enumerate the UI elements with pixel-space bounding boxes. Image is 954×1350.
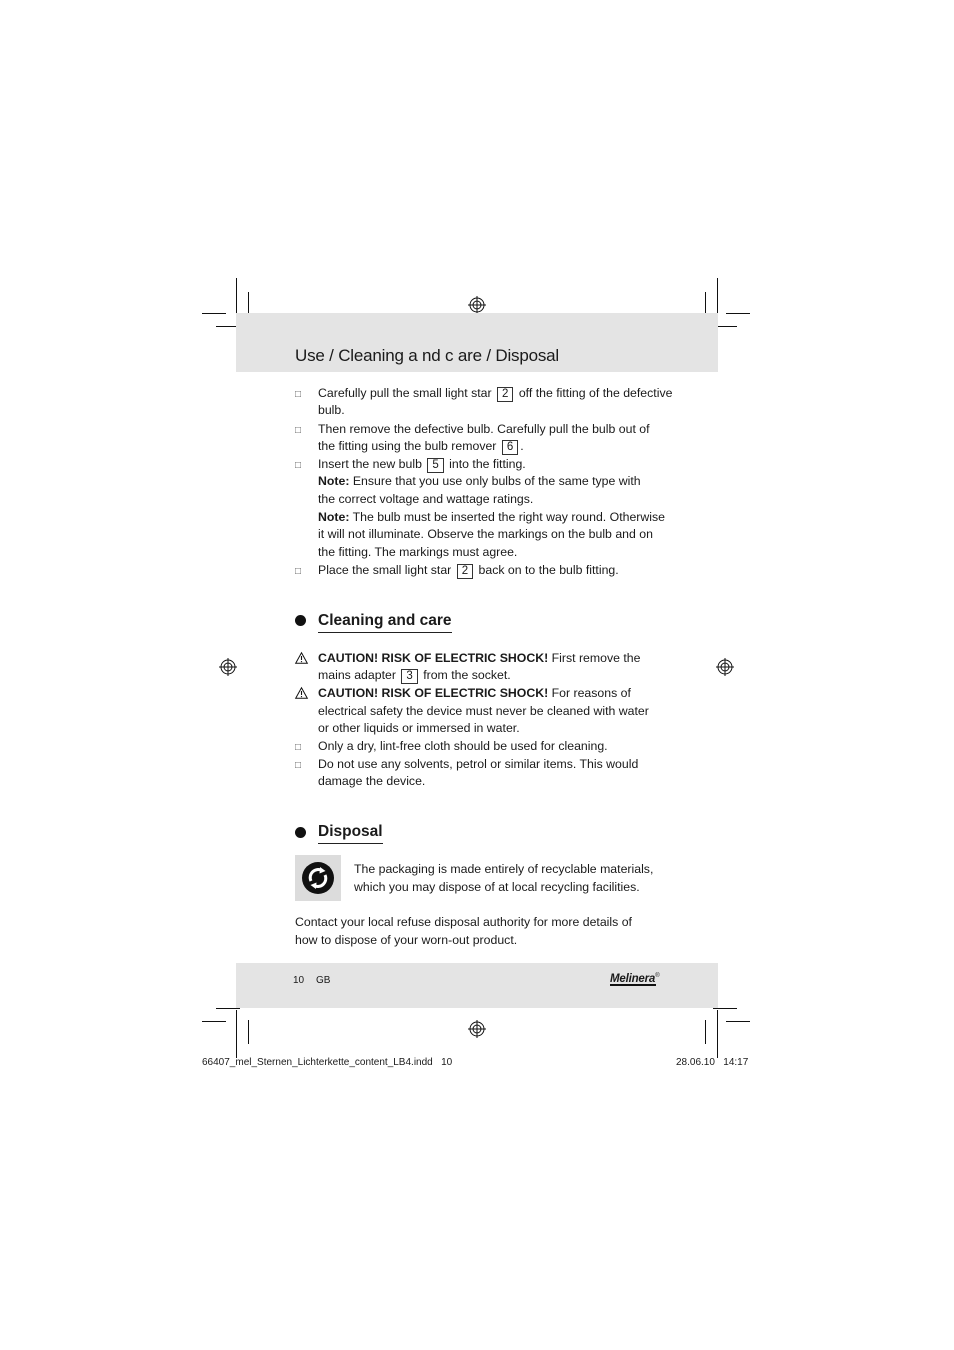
bullet-icon: □ bbox=[295, 460, 302, 471]
caution-text: CAUTION! RISK OF ELECTRIC SHOCK! First remove the bbox=[318, 651, 641, 665]
note: Note: The bulb must be inserted the right way round. Otherwise bbox=[318, 510, 665, 524]
warning-icon bbox=[295, 652, 308, 664]
list-item: Then remove the defective bulb. Carefully pull the bulb out of bbox=[318, 422, 650, 436]
brand-logo: Melinera® bbox=[610, 973, 660, 985]
registration-mark-icon bbox=[716, 658, 734, 676]
part-reference: 3 bbox=[401, 669, 417, 684]
crop-mark bbox=[202, 1021, 226, 1022]
crop-mark bbox=[713, 1008, 737, 1009]
caution-cont: electrical safety the device must never be cleaned with water bbox=[318, 704, 649, 718]
bullet-icon: □ bbox=[295, 566, 302, 577]
caution-cont: mains adapter 3 from the socket. bbox=[318, 668, 511, 682]
list-item-cont: the fitting using the bulb remover 6 . bbox=[318, 439, 524, 453]
file-slug: 66407_mel_Sternen_Lichterkette_content_LB4.indd 10 bbox=[202, 1057, 453, 1068]
note-cont: the fitting. The markings must agree. bbox=[318, 545, 518, 559]
paragraph: how to dispose of your worn-out product. bbox=[295, 933, 518, 947]
crop-mark bbox=[236, 1010, 237, 1058]
language-code: GB bbox=[316, 975, 331, 986]
crop-mark bbox=[216, 1008, 240, 1009]
bullet-icon: □ bbox=[295, 425, 302, 436]
list-item: Insert the new bulb 5 into the fitting. bbox=[318, 457, 526, 471]
paragraph: Contact your local refuse disposal authority for more details of bbox=[295, 915, 632, 929]
warning-icon bbox=[295, 687, 308, 699]
section-heading: Disposal bbox=[318, 823, 383, 844]
disposal-text: The packaging is made entirely of recyclable materials, bbox=[354, 862, 654, 876]
part-reference: 5 bbox=[427, 458, 443, 473]
registration-mark-icon bbox=[219, 658, 237, 676]
crop-mark bbox=[202, 313, 226, 314]
part-reference: 2 bbox=[457, 564, 473, 579]
registration-mark-icon bbox=[468, 296, 486, 314]
crop-mark bbox=[705, 1020, 706, 1044]
bullet-icon: □ bbox=[295, 389, 302, 400]
crop-mark bbox=[726, 313, 750, 314]
part-reference: 2 bbox=[497, 387, 513, 402]
section-bullet-icon bbox=[295, 615, 306, 626]
caution-cont: or other liquids or immersed in water. bbox=[318, 721, 520, 735]
caution-text: CAUTION! RISK OF ELECTRIC SHOCK! For reasons of bbox=[318, 686, 631, 700]
section-bullet-icon bbox=[295, 827, 306, 838]
bullet-icon: □ bbox=[295, 760, 302, 771]
recycling-icon bbox=[300, 860, 336, 896]
crop-mark bbox=[248, 1020, 249, 1044]
note: Note: Ensure that you use only bulbs of the same type with bbox=[318, 474, 641, 488]
list-item: Do not use any solvents, petrol or similar items. This would bbox=[318, 757, 639, 771]
note-cont: it will not illuminate. Observe the markings on the bulb and on bbox=[318, 527, 653, 541]
crop-mark bbox=[717, 1010, 718, 1058]
list-item: Carefully pull the small light star 2 off the fitting of the defective bbox=[318, 386, 673, 400]
section-heading: Cleaning and care bbox=[318, 612, 452, 633]
bullet-icon: □ bbox=[295, 742, 302, 753]
list-item: Only a dry, lint-free cloth should be used for cleaning. bbox=[318, 739, 608, 753]
disposal-text: which you may dispose of at local recycling facilities. bbox=[354, 880, 640, 894]
list-item: Place the small light star 2 back on to the bulb fitting. bbox=[318, 563, 619, 577]
list-item-cont: damage the device. bbox=[318, 774, 426, 788]
date-slug: 28.06.10 14:17 bbox=[676, 1057, 749, 1068]
crop-mark bbox=[726, 1021, 750, 1022]
list-item-cont: bulb. bbox=[318, 403, 345, 417]
registration-mark-icon bbox=[468, 1020, 486, 1038]
footer-band bbox=[236, 963, 718, 1008]
note-cont: the correct voltage and wattage ratings. bbox=[318, 492, 534, 506]
page-number: 10 bbox=[293, 975, 305, 986]
part-reference: 6 bbox=[502, 440, 518, 455]
page-title: Use / Cleaning a nd c are / Disposal bbox=[295, 346, 559, 365]
